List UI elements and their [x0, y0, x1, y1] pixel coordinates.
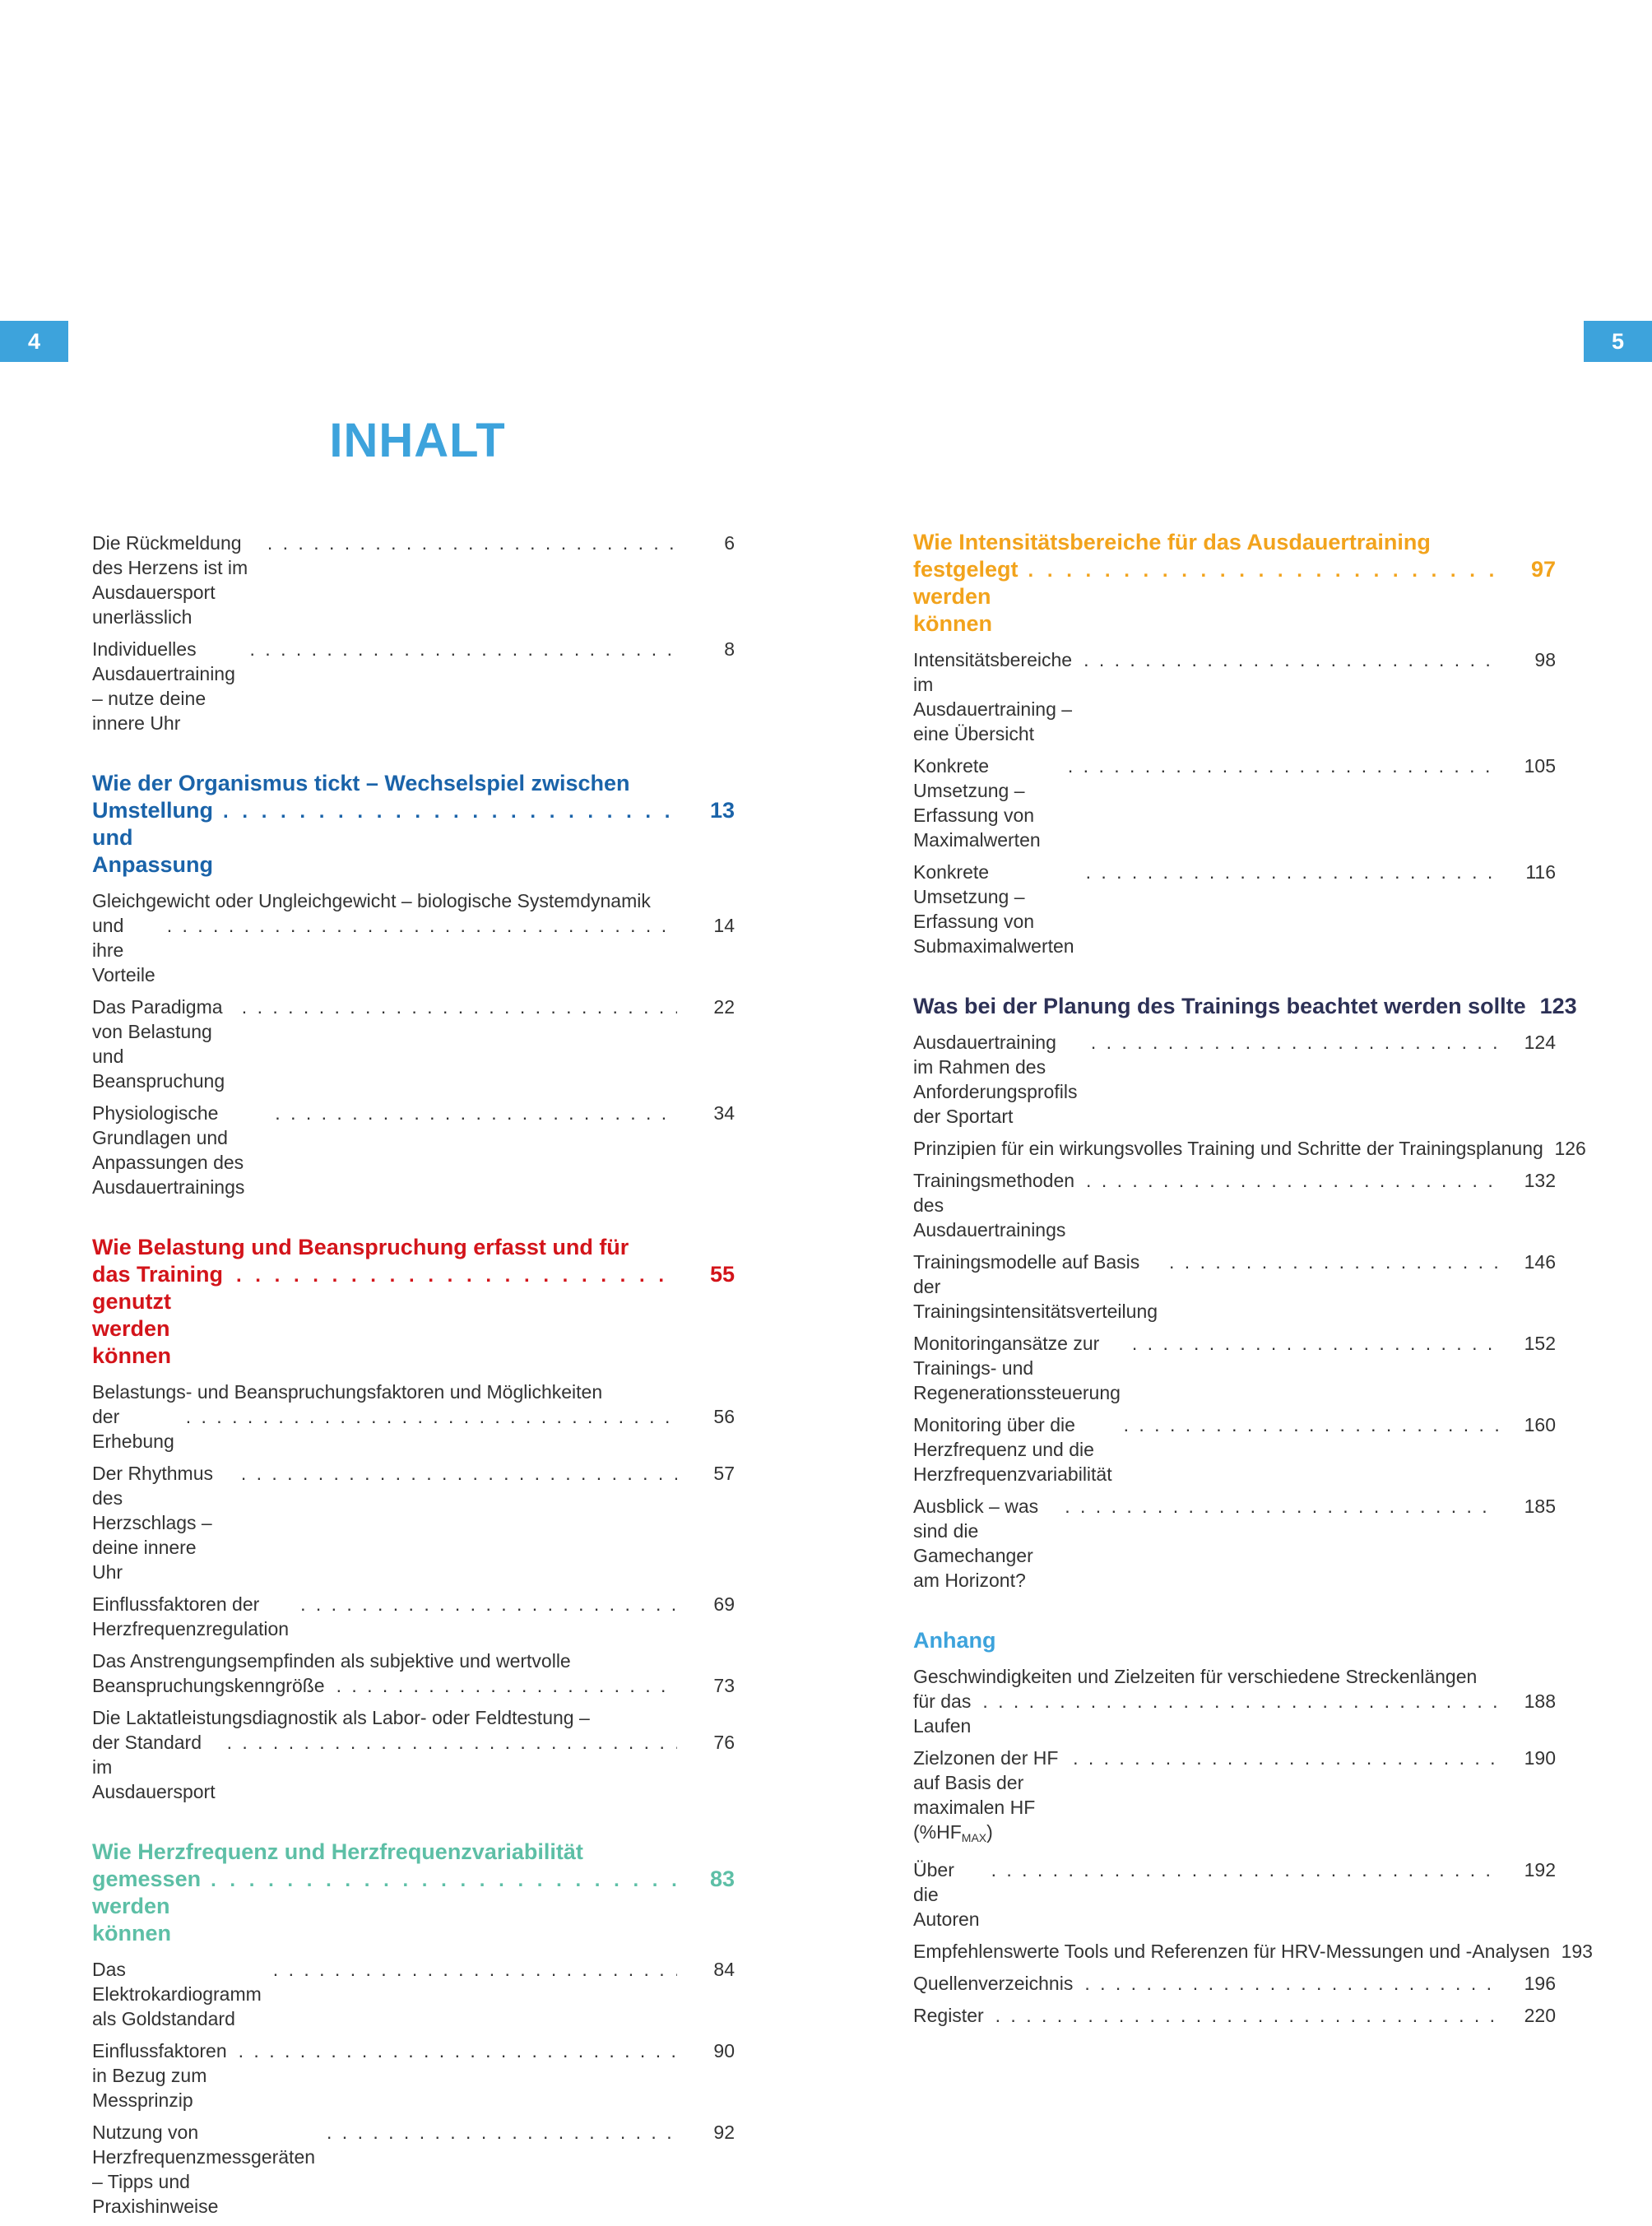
appendix-heading[interactable]: Anhang	[913, 1628, 996, 1653]
toc-entry[interactable]: Ausdauertraining im Rahmen des Anforderungsprofils der Sportart . . . 124	[913, 1030, 1556, 1129]
leader-dots	[1073, 1971, 1498, 1996]
toc-right-column	[913, 529, 1593, 2035]
page-ref: 76	[713, 1732, 735, 1753]
section-page-ref: 13	[709, 798, 735, 823]
toc-entry[interactable]: Gleichgewicht oder Ungleichgewicht – biologische Systemdynamik	[92, 890, 651, 911]
toc-entry[interactable]: Der Rhythmus des Herzschlags – deine innere Uhr . . . 57	[92, 1461, 735, 1584]
page-ref: 22	[713, 996, 735, 1018]
leader-dots	[1061, 1746, 1498, 1770]
section-heading[interactable]: Wie der Organismus tickt – Wechselspiel zwischen	[92, 771, 630, 795]
toc-entry[interactable]: Einflussfaktoren der Herzfrequenzregulation . . . 69	[92, 1592, 735, 1641]
page-ref: 188	[1524, 1690, 1556, 1712]
page-title: INHALT	[329, 414, 506, 467]
toc-section	[92, 770, 735, 1199]
leader-dots	[1079, 1030, 1498, 1055]
leader-dots	[1056, 754, 1498, 778]
leader-dots	[216, 1730, 677, 1755]
page-ref: 196	[1524, 1973, 1556, 1994]
leader-dots	[262, 1957, 677, 1982]
leader-dots	[227, 2038, 677, 2063]
toc-entry-line2[interactable]: Beanspruchungskenngröße . . . 73	[92, 1673, 735, 1698]
page-ref: 116	[1525, 861, 1556, 883]
leader-dots	[1053, 1494, 1498, 1519]
leader-dots	[984, 2003, 1498, 2028]
section-page-ref: 97	[1530, 557, 1556, 582]
page-ref: 132	[1524, 1170, 1556, 1191]
toc-section	[92, 1234, 735, 1804]
leader-dots	[155, 913, 677, 938]
toc-entry[interactable]: Monitoringansätze zur Trainings- und Regenerationssteuerung . . . 152	[913, 1331, 1556, 1405]
toc-entry[interactable]: Prinzipien für ein wirkungsvolles Training und Schritte der Trainingsplanung 126	[913, 1138, 1586, 1159]
toc-entry[interactable]: Konkrete Umsetzung – Erfassung von Submaximalwerten . . . 116	[913, 860, 1556, 958]
section-heading[interactable]: Wie Herzfrequenz und Herzfrequenzvariabilität	[92, 1839, 583, 1864]
toc-entry[interactable]: Die Laktatleistungsdiagnostik als Labor- oder Feldtestung –	[92, 1707, 590, 1728]
toc-entry[interactable]: Trainingsmodelle auf Basis der Trainingsintensitätsverteilung . . . 146	[913, 1250, 1556, 1324]
page-ref: 84	[713, 1959, 735, 1980]
leader-dots	[1019, 557, 1498, 584]
toc-entry[interactable]: Empfehlenswerte Tools und Referenzen für HRV-Messungen und -Analysen 193	[913, 1941, 1593, 1962]
leader-dots	[239, 637, 677, 661]
toc-entry[interactable]: Die Rückmeldung des Herzens ist im Ausdauersport unerlässlich . . . 6	[92, 531, 735, 629]
toc-entry-line2[interactable]: der Standard im Ausdauersport . . . 76	[92, 1730, 735, 1804]
leader-dots	[325, 1673, 677, 1698]
leader-dots	[1074, 1168, 1498, 1193]
toc-entry[interactable]: Individuelles Ausdauertraining – nutze deine innere Uhr . . . 8	[92, 637, 735, 735]
section-heading-line2[interactable]: festgelegt werden können . . . 97	[913, 556, 1556, 638]
page-ref: 126	[1554, 1138, 1586, 1159]
toc-entry[interactable]: Nutzung von Herzfrequenzmessgeräten – Tipps und Praxishinweise . . . 92	[92, 2120, 735, 2219]
toc-section	[913, 993, 1586, 1593]
toc-section	[913, 1627, 1593, 2028]
page-ref: 220	[1524, 2005, 1556, 2026]
leader-dots	[263, 1101, 677, 1125]
section-heading[interactable]: Wie Intensitätsbereiche für das Ausdauertraining	[913, 530, 1431, 554]
page-number-left: 4	[0, 321, 68, 362]
leader-dots	[201, 1867, 677, 1894]
page-ref: 192	[1524, 1859, 1556, 1881]
page-ref: 6	[724, 532, 735, 554]
leader-dots	[971, 1689, 1498, 1714]
leader-dots	[1072, 647, 1498, 672]
leader-dots	[1121, 1331, 1498, 1356]
page-ref: 160	[1524, 1414, 1556, 1435]
section-page-ref: 123	[1539, 994, 1577, 1018]
toc-entry[interactable]: Das Elektrokardiogramm als Goldstandard . . . 84	[92, 1957, 735, 2031]
page-ref: 57	[713, 1463, 735, 1484]
toc-entry[interactable]: Zielzonen der HF auf Basis der maximalen HF $(\%HF_{MAX})$ . . . 190	[913, 1746, 1556, 1850]
toc-entry[interactable]: Über die Autoren . . . 192	[913, 1857, 1556, 1932]
toc-entry-line2[interactable]: für das Laufen . . . 188	[913, 1689, 1556, 1738]
toc-entry[interactable]: Belastungs- und Beanspruchungsfaktoren und Möglichkeiten	[92, 1381, 603, 1403]
toc-entry-line2[interactable]: der Erhebung . . . 56	[92, 1404, 735, 1454]
leader-dots	[230, 1461, 677, 1486]
leader-dots	[256, 531, 677, 555]
page-ref: 69	[713, 1593, 735, 1615]
toc-entry[interactable]: Monitoring über die Herzfrequenz und die Herzfrequenzvariabilität . . . 160	[913, 1412, 1556, 1486]
toc-left-column	[92, 531, 735, 2226]
leader-dots	[1112, 1412, 1498, 1437]
toc-entry[interactable]: Das Paradigma von Belastung und Beanspruchung . . . 22	[92, 995, 735, 1093]
page-ref: 190	[1524, 1747, 1556, 1769]
toc-entry-line2[interactable]: und ihre Vorteile . . . 14	[92, 913, 735, 987]
leader-dots	[1074, 860, 1498, 884]
toc-section	[92, 1839, 735, 2219]
toc-entry[interactable]: Physiologische Grundlagen und Anpassungen des Ausdauertrainings . . . 34	[92, 1101, 735, 1199]
section-heading-line2[interactable]: Umstellung und Anpassung . . . 13	[92, 797, 735, 879]
section-page-ref: 55	[709, 1262, 735, 1287]
leader-dots	[230, 995, 677, 1019]
page-ref: 90	[713, 2040, 735, 2061]
leader-dots	[315, 2120, 677, 2145]
page-ref: 56	[713, 1406, 735, 1427]
page-ref: 98	[1534, 649, 1556, 670]
page-ref: 14	[713, 915, 735, 936]
toc-entry[interactable]: Trainingsmethoden des Ausdauertrainings . . . 132	[913, 1168, 1556, 1242]
leader-dots	[289, 1592, 677, 1616]
page-ref: 92	[713, 2122, 735, 2143]
toc-entry[interactable]: Konkrete Umsetzung – Erfassung von Maximalwerten . . . 105	[913, 754, 1556, 852]
page-ref: 105	[1524, 755, 1556, 777]
section-heading-line2[interactable]: gemessen werden können . . . 83	[92, 1866, 735, 1947]
section-heading[interactable]: Was bei der Planung des Trainings beachtet werden sollte 123	[913, 994, 1577, 1018]
toc-entry[interactable]: Geschwindigkeiten und Zielzeiten für verschiedene Streckenlängen	[913, 1666, 1478, 1687]
page-ref: 8	[724, 638, 735, 660]
page-ref: 34	[713, 1102, 735, 1124]
section-page-ref: 83	[709, 1867, 735, 1891]
page-ref: 193	[1561, 1941, 1593, 1962]
page-ref: 124	[1524, 1032, 1556, 1053]
page-ref: 185	[1524, 1496, 1556, 1517]
section-heading[interactable]: Wie Belastung und Beanspruchung erfasst und für	[92, 1235, 629, 1259]
toc-entry[interactable]: Register . . . 220	[913, 2003, 1556, 2028]
leader-dots	[980, 1857, 1498, 1882]
leader-dots	[213, 798, 677, 825]
page-number-right: 5	[1584, 321, 1652, 362]
toc-entry[interactable]: Quellenverzeichnis . . . 196	[913, 1971, 1556, 1996]
toc-entry[interactable]: Das Anstrengungsempfinden als subjektive und wertvolle	[92, 1650, 571, 1672]
leader-dots	[174, 1404, 677, 1429]
page-ref: 73	[713, 1675, 735, 1696]
toc-section	[913, 529, 1556, 958]
toc-entry[interactable]: Einflussfaktoren in Bezug zum Messprinzip . . . 90	[92, 2038, 735, 2112]
page-ref: 152	[1524, 1333, 1556, 1354]
section-heading-line2[interactable]: das Training genutzt werden können . . . 55	[92, 1261, 735, 1370]
page-ref: 146	[1524, 1251, 1556, 1273]
leader-dots	[1158, 1250, 1498, 1274]
leader-dots	[226, 1262, 677, 1289]
toc-entry[interactable]: Intensitätsbereiche im Ausdauertraining – eine Übersicht . . . 98	[913, 647, 1556, 746]
toc-entry[interactable]: Ausblick – was sind die Gamechanger am Horizont? . . . 185	[913, 1494, 1556, 1593]
